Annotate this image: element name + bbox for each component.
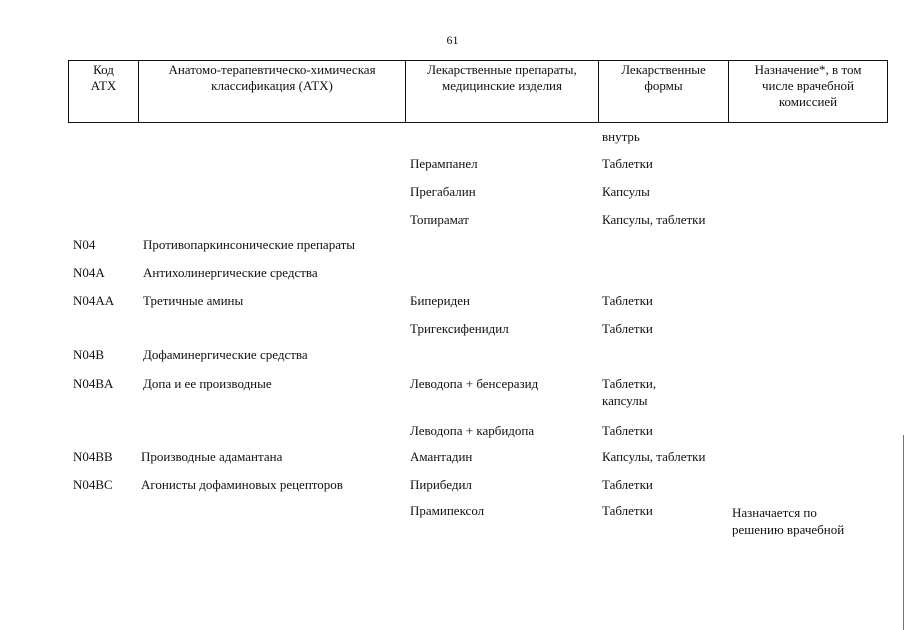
atc-class-cell: Производные адамантана — [141, 449, 283, 464]
form-cell: Таблетки — [602, 293, 653, 308]
scan-edge-line — [903, 435, 904, 630]
drug-cell: Перампанел — [410, 156, 478, 171]
drug-cell: Леводопа + бенсеразид — [410, 376, 539, 391]
header-atc-classification: Анатомо-терапевтическо-химическая классификация (АТХ) — [139, 61, 406, 123]
atc-class-cell: Третичные амины — [143, 293, 244, 308]
form-cell: Таблетки — [602, 503, 653, 518]
drug-cell: Леводопа + карбидопа — [410, 423, 535, 438]
atc-code-cell: N04AA — [73, 293, 115, 308]
atc-code-cell: N04B — [73, 347, 105, 362]
drug-cell: Прамипексол — [410, 503, 485, 518]
atc-code-cell: N04BC — [73, 477, 113, 492]
atc-code-cell: N04BA — [73, 376, 114, 391]
atc-class-cell: Допа и ее производные — [143, 376, 272, 391]
form-cell: Таблетки, капсулы — [602, 376, 657, 408]
form-cell: Капсулы, таблетки — [602, 449, 706, 464]
atc-code-cell: N04A — [73, 265, 105, 280]
header-purpose: Назначение*, в том числе врачебной комиссией — [729, 61, 888, 123]
header-atc-code: Код АТХ — [69, 61, 139, 123]
form-cell: Таблетки — [602, 156, 653, 171]
table-header — [68, 60, 888, 123]
form-cell: Капсулы — [602, 184, 650, 199]
drug-cell: Пирибедил — [410, 477, 472, 492]
drug-cell: Топирамат — [410, 212, 469, 227]
atc-class-cell: Противопаркинсонические препараты — [143, 237, 356, 252]
drug-cell: Тригексифенидил — [410, 321, 509, 336]
atc-class-cell: Антихолинергические средства — [143, 265, 318, 280]
header-drugs: Лекарственные препараты, медицинские изделия — [406, 61, 599, 123]
page-number: 61 — [446, 33, 459, 47]
form-cell: Таблетки — [602, 423, 653, 438]
purpose-cell: Назначается по решению врачебной — [732, 505, 845, 537]
form-cell: Таблетки — [602, 477, 653, 492]
form-cell: Капсулы, таблетки — [602, 212, 706, 227]
header-forms: Лекарственные формы — [599, 61, 729, 123]
atc-code-cell: N04 — [73, 237, 96, 252]
atc-code-cell: N04BB — [73, 449, 113, 464]
drug-cell: Бипериден — [410, 293, 470, 308]
form-cell: Таблетки — [602, 321, 653, 336]
atc-class-cell: Агонисты дофаминовых рецепторов — [141, 477, 343, 492]
form-cell: внутрь — [602, 129, 640, 144]
drug-cell: Прегабалин — [410, 184, 476, 199]
drug-cell: Амантадин — [410, 449, 473, 464]
atc-class-cell: Дофаминергические средства — [143, 347, 308, 362]
